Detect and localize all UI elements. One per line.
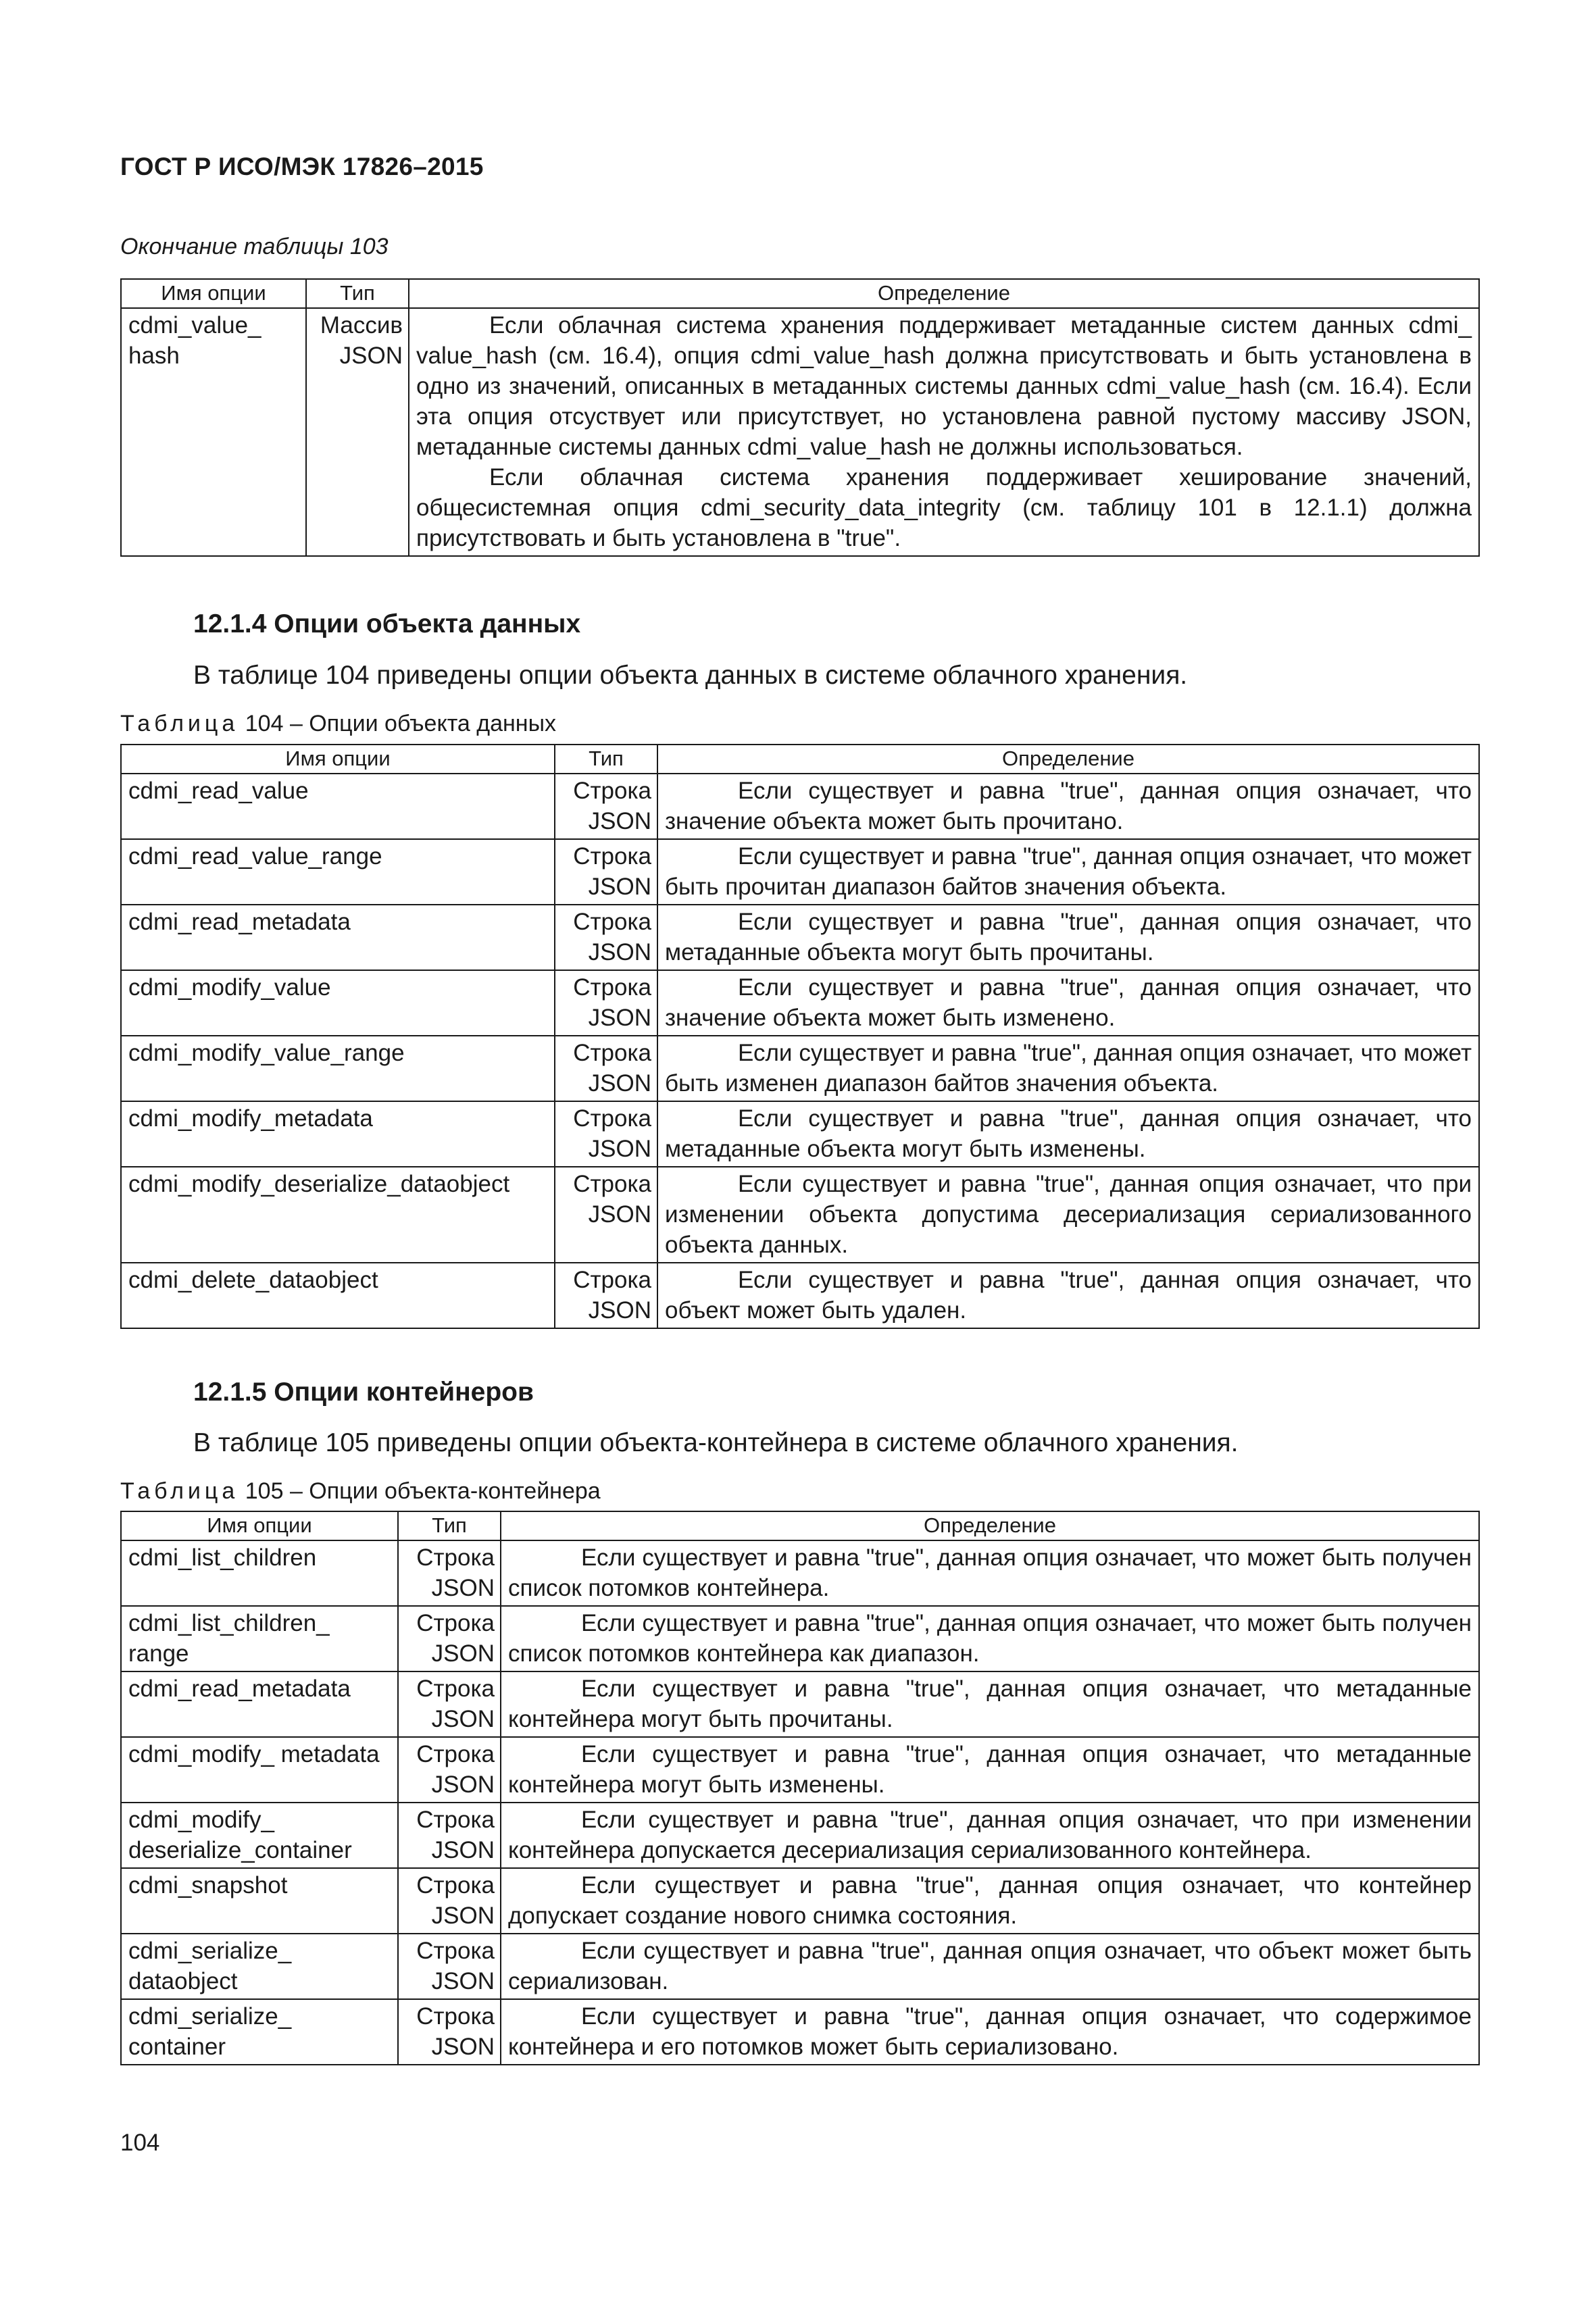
table-row: [121, 1540, 1479, 1606]
option-definition-cell: [501, 1671, 1479, 1737]
option-name-cell: cdmi_list_children: [121, 1540, 398, 1606]
definition-text: Если существует и равна "true", данная опция означает, что при изменении контейнера допускается десериализация сериализованного контейнера.: [508, 1807, 1472, 1863]
definition-text: Если существует и равна "true", данная опция означает, что может быть получен список потомков контейнера как диапазон.: [508, 1610, 1472, 1667]
option-type-cell: Строка JSON: [555, 1101, 657, 1167]
option-type-cell: Строка JSON: [555, 1036, 657, 1101]
table-row: [121, 839, 1479, 905]
option-definition-cell: [501, 1868, 1479, 1934]
option-name-cell: cdmi_delete_dataobject: [121, 1263, 555, 1328]
option-name-cell: cdmi_serialize_ dataobject: [121, 1934, 398, 1999]
section-intro-12-1-5: В таблице 105 приведены опции объекта-контейнера в системе облачного хранения.: [193, 1428, 1239, 1457]
table-header-row: [121, 279, 1479, 308]
option-definition-cell: [657, 1036, 1479, 1101]
table-row: [121, 308, 1479, 556]
column-header: Тип: [398, 1511, 501, 1540]
definition-text: Если существует и равна "true", данная опция означает, что объект может быть удален.: [665, 1267, 1472, 1324]
option-type-cell: Строка JSON: [398, 1999, 501, 2065]
option-name-cell: cdmi_serialize_ container: [121, 1999, 398, 2065]
table-row: [121, 1606, 1479, 1671]
table-row: [121, 970, 1479, 1036]
option-name-cell: cdmi_modify_ deserialize_container: [121, 1803, 398, 1868]
option-name-cell: cdmi_read_metadata: [121, 905, 555, 970]
option-definition-cell: [409, 308, 1479, 556]
page-number: 104: [120, 2130, 160, 2156]
definition-text: Если существует и равна "true", данная опция означает, что может быть получен список потомков контейнера.: [508, 1544, 1472, 1601]
table-caption-text: 104 – Опции объекта данных: [245, 711, 557, 736]
table-row: [121, 774, 1479, 839]
option-name-cell: cdmi_snapshot: [121, 1868, 398, 1934]
table-row: [121, 905, 1479, 970]
table-header-row: [121, 1511, 1479, 1540]
table-row: [121, 1671, 1479, 1737]
definition-text: Если существует и равна "true", данная опция означает, что значение объекта может быть прочитано.: [665, 778, 1472, 834]
definition-text: Если существует и равна "true", данная опция означает, что метаданные контейнера могут быть прочитаны.: [508, 1676, 1472, 1732]
column-header: Имя опции: [121, 279, 306, 308]
option-definition-cell: [657, 1101, 1479, 1167]
option-name-cell: cdmi_read_value_range: [121, 839, 555, 905]
option-name-cell: cdmi_read_metadata: [121, 1671, 398, 1737]
option-definition-cell: [501, 1999, 1479, 2065]
option-definition-cell: [657, 774, 1479, 839]
option-definition-cell: [501, 1803, 1479, 1868]
option-type-cell: Строка JSON: [555, 774, 657, 839]
table-row: [121, 1101, 1479, 1167]
definition-text: Если существует и равна "true", данная опция означает, что может быть изменен диапазон байтов значения объекта.: [665, 1040, 1472, 1097]
option-name-cell: cdmi_value_ hash: [121, 308, 306, 556]
table-105-caption: [120, 1478, 601, 1505]
option-name-cell: cdmi_modify_metadata: [121, 1101, 555, 1167]
option-name-cell: cdmi_modify_value: [121, 970, 555, 1036]
table-row: [121, 1934, 1479, 1999]
option-type-cell: Строка JSON: [398, 1737, 501, 1803]
option-definition-cell: [657, 1167, 1479, 1263]
document-header: ГОСТ Р ИСО/МЭК 17826–2015: [120, 153, 484, 180]
definition-paragraph: Если облачная система хранения поддерживает метаданные систем данных cdmi_ value_hash (см. 16.4), опция cdmi_value_hash должна присутствовать и быть установлена в одно из значений, описанных в метаданных системы данных cdmi_value_hash (см. 16.4). Если эта опция отсуствует или присутствует, но установлена равной пустому массиву JSON, метаданные системы данных cdmi_value_hash не должны использоваться.: [416, 312, 1472, 460]
definition-text: Если существует и равна "true", данная опция означает, что метаданные объекта могут быть изменены.: [665, 1105, 1472, 1162]
column-header: Определение: [409, 279, 1479, 308]
definition-paragraph: Если облачная система хранения поддерживает хеширование значений, общесистемная опция cdmi_security_data_integrity (см. таблицу 101 в 12.1.1) должна присутствовать и быть установлена в "true".: [416, 464, 1472, 551]
option-name-cell: cdmi_list_children_ range: [121, 1606, 398, 1671]
option-definition-cell: [501, 1606, 1479, 1671]
table-105: [120, 1511, 1480, 2065]
definition-text: Если существует и равна "true", данная опция означает, что объект может быть сериализован.: [508, 1938, 1472, 1994]
table-caption-prefix: Таблица: [120, 711, 239, 736]
option-name-cell: cdmi_modify_ metadata: [121, 1737, 398, 1803]
option-type-cell: Строка JSON: [555, 970, 657, 1036]
definition-text: Если существует и равна "true", данная опция означает, что при изменении объекта допустима десериализация сериализованного объекта данных.: [665, 1171, 1472, 1258]
definition-text: Если существует и равна "true", данная опция означает, что метаданные контейнера могут быть изменены.: [508, 1741, 1472, 1798]
definition-text: Если существует и равна "true", данная опция означает, что контейнер допускает создание нового снимка состояния.: [508, 1872, 1472, 1929]
option-type-cell: Строка JSON: [398, 1671, 501, 1737]
option-type-cell: Строка JSON: [555, 1263, 657, 1328]
option-definition-cell: [657, 970, 1479, 1036]
section-intro-12-1-4: В таблице 104 приведены опции объекта данных в системе облачного хранения.: [193, 661, 1188, 690]
option-type-cell: Строка JSON: [555, 1167, 657, 1263]
option-definition-cell: [657, 1263, 1479, 1328]
option-definition-cell: [501, 1934, 1479, 1999]
table-caption-prefix: Таблица: [120, 1478, 239, 1504]
column-header: Имя опции: [121, 1511, 398, 1540]
option-type-cell: Строка JSON: [398, 1934, 501, 1999]
definition-text: Если существует и равна "true", данная опция означает, что значение объекта может быть изменено.: [665, 974, 1472, 1031]
option-name-cell: cdmi_modify_deserialize_dataobject: [121, 1167, 555, 1263]
option-type-cell: Строка JSON: [555, 905, 657, 970]
option-type-cell: Строка JSON: [398, 1803, 501, 1868]
option-definition-cell: [657, 839, 1479, 905]
option-type-cell: Строка JSON: [555, 839, 657, 905]
column-header: Имя опции: [121, 745, 555, 774]
option-type-cell: Строка JSON: [398, 1606, 501, 1671]
table-header-row: [121, 745, 1479, 774]
table-row: [121, 1803, 1479, 1868]
table-row: [121, 1868, 1479, 1934]
definition-text: Если существует и равна "true", данная опция означает, что метаданные объекта могут быть прочитаны.: [665, 909, 1472, 965]
section-heading-12-1-4: 12.1.4 Опции объекта данных: [193, 609, 581, 638]
table-103-end-caption: Окончание таблицы 103: [120, 234, 389, 259]
table-104-caption: [120, 711, 556, 737]
option-type-cell: Массив JSON: [306, 308, 409, 556]
definition-text: Если существует и равна "true", данная опция означает, что содержимое контейнера и его потомков может быть сериализовано.: [508, 2003, 1472, 2060]
option-definition-cell: [501, 1540, 1479, 1606]
table-row: [121, 1999, 1479, 2065]
option-type-cell: Строка JSON: [398, 1868, 501, 1934]
option-name-cell: cdmi_read_value: [121, 774, 555, 839]
table-103-end: [120, 278, 1480, 557]
table-104: [120, 744, 1480, 1329]
column-header: Определение: [657, 745, 1479, 774]
table-row: [121, 1737, 1479, 1803]
option-name-cell: cdmi_modify_value_range: [121, 1036, 555, 1101]
table-row: [121, 1263, 1479, 1328]
option-definition-cell: [501, 1737, 1479, 1803]
column-header: Определение: [501, 1511, 1479, 1540]
column-header: Тип: [555, 745, 657, 774]
definition-text: Если существует и равна "true", данная опция означает, что может быть прочитан диапазон байтов значения объекта.: [665, 843, 1472, 900]
table-caption-text: 105 – Опции объекта-контейнера: [245, 1478, 601, 1504]
section-heading-12-1-5: 12.1.5 Опции контейнеров: [193, 1378, 534, 1407]
option-definition-cell: [657, 905, 1479, 970]
table-row: [121, 1036, 1479, 1101]
column-header: Тип: [306, 279, 409, 308]
option-type-cell: Строка JSON: [398, 1540, 501, 1606]
table-row: [121, 1167, 1479, 1263]
